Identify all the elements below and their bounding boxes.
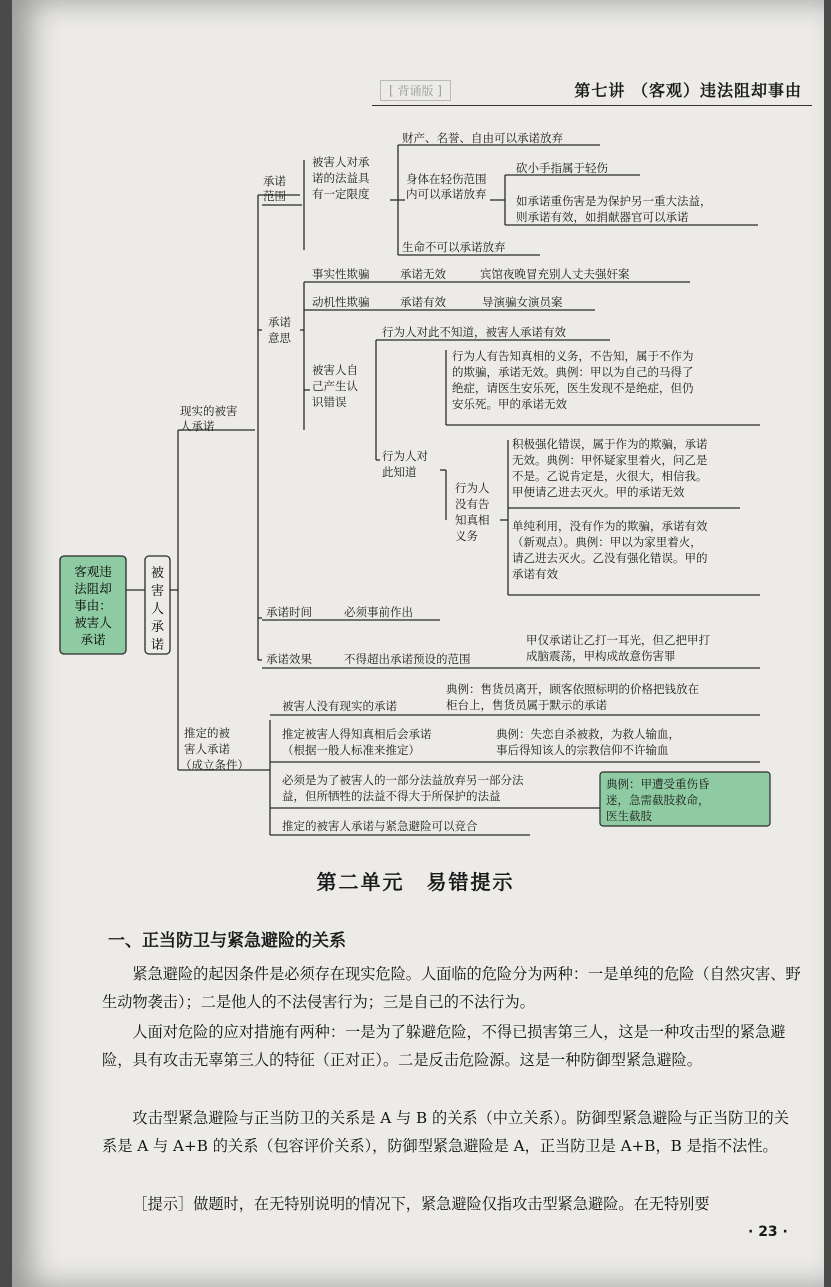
header-tag: [ 背诵版 ] [380,80,451,101]
noduty-label: 行为人没有告知真相义务 [455,481,490,543]
page-number: · 23 · [748,1224,788,1240]
root-label: 客观违法阻却事由：被害人承诺 [74,564,112,647]
active-text: 积极强化错误，属于作为的欺骗，承诺无效。典例：甲怀疑家里着火，问乙是不是。乙说肯定是，火很大，相信我。甲便请乙进去灭火。甲的承诺无效 [512,437,708,499]
unknown-text: 行为人对此不知道，被害人承诺有效 [382,325,566,339]
book-page [12,0,824,1287]
property-text: 财产、名誉、自由可以承诺放弃 [402,131,563,145]
scope-sub-label: 被害人对承诺的法益具有一定限度 [312,155,370,201]
presumed-label: 推定的被害人承诺（成立条件） [180,726,249,772]
paragraph-2: 人面对危险的应对措施有两种：一是为了躲避危险，不得已损害第三人，这是一种攻击型的紧急避险，具有攻击无辜第三人的特征（正对正）。二是反击危险源。这是一种防御型紧急避险。 [102,1023,786,1069]
chapter-title: 第七讲 （客观）违法阻却事由 [574,81,802,100]
time-value: 必须事前作出 [344,605,413,619]
paragraph-3: 攻击型紧急避险与正当防卫的关系是 A 与 B 的关系（中立关系）。防御型紧急避险与正当防卫的关系是 A 与 A+B 的关系（包容评价关系），防御型紧急避险是 A，正当防卫是 A+B，B 是指不法性。 [102,1109,789,1155]
factual-result: 承诺无效 [400,267,446,281]
paragraph-4: ［提示］做题时，在无特别说明的情况下，紧急避险仅指攻击型紧急避险。在无特别要 [132,1195,710,1213]
motive-case: 导演骗女演员案 [482,295,563,309]
finger-text: 砍小手指属于轻伤 [516,161,608,175]
no-real-consent: 被害人没有现实的承诺 [282,699,397,713]
scope-label: 承诺范围 [263,174,286,203]
branch-label: 被害人承诺 [150,566,165,653]
know-example: 典例：失恋自杀被救，为救人输血，事后得知该人的宗教信仰不许输血 [496,727,680,757]
self-error-label: 被害人自己产生认识错误 [312,363,358,409]
effect-label: 承诺效果 [266,652,312,666]
paragraph-1: 紧急避险的起因条件是必须存在现实危险。人面临的危险分为两种：一是单纯的危险（自然灾害、野生动物袭击）；二是他人的不法侵害行为；三是自己的不法行为。 [102,965,801,1011]
body-text: 身体在轻伤范围内可以承诺放弃 [406,172,487,201]
factual-deception: 事实性欺骗 [312,267,370,281]
unit-title: 第二单元 易错提示 [316,870,515,894]
motive-deception: 动机性欺骗 [312,295,370,309]
organ-text: 如承诺重伤害是为保护另一重大法益，则承诺有效，如捐献器官可以承诺 [516,194,712,224]
passive-text: 单纯利用，没有作为的欺骗，承诺有效（新观点）。典例：甲以为家里着火，请乙进去灭火。乙没有强化错误。甲的承诺有效 [512,519,708,581]
life-text: 生命不可以承诺放弃 [402,240,506,254]
intent-label: 承诺意思 [268,315,291,345]
motive-result: 承诺有效 [400,295,446,309]
time-label: 承诺时间 [266,605,312,619]
real-consent-label: 现实的被害人承诺 [180,404,238,433]
sacrifice-example: 典例：甲遭受重伤昏迷，急需截肢救命，医生截肢 [606,777,710,823]
sacrifice-text: 必须是为了被害人的一部分法益放弃另一部分法益，但所牺牲的法益不得大于所保护的法益 [282,773,524,803]
concurrence-text: 推定的被害人承诺与紧急避险可以竞合 [282,819,478,833]
effect-example: 甲仅承诺让乙打一耳光，但乙把甲打成脑震荡，甲构成故意伤害罪 [526,633,710,663]
section-heading: 一、正当防卫与紧急避险的关系 [108,931,346,951]
know-then-consent: 推定被害人得知真相后会承诺（根据一般人标准来推定） [282,727,432,757]
factual-case: 宾馆夜晚冒充别人丈夫强奸案 [480,267,630,281]
effect-value: 不得超出承诺预设的范围 [344,652,471,666]
no-real-example: 典例：售货员离开，顾客依照标明的价格把钱放在柜台上，售货员属于默示的承诺 [446,682,699,712]
knows-label: 行为人对此知道 [382,449,428,479]
duty-text: 行为人有告知真相的义务，不告知，属于不作为的欺骗，承诺无效。典例：甲以为自己的马得了绝症，请医生安乐死，医生发现不是绝症，但仍安乐死。甲的承诺无效 [452,349,694,411]
